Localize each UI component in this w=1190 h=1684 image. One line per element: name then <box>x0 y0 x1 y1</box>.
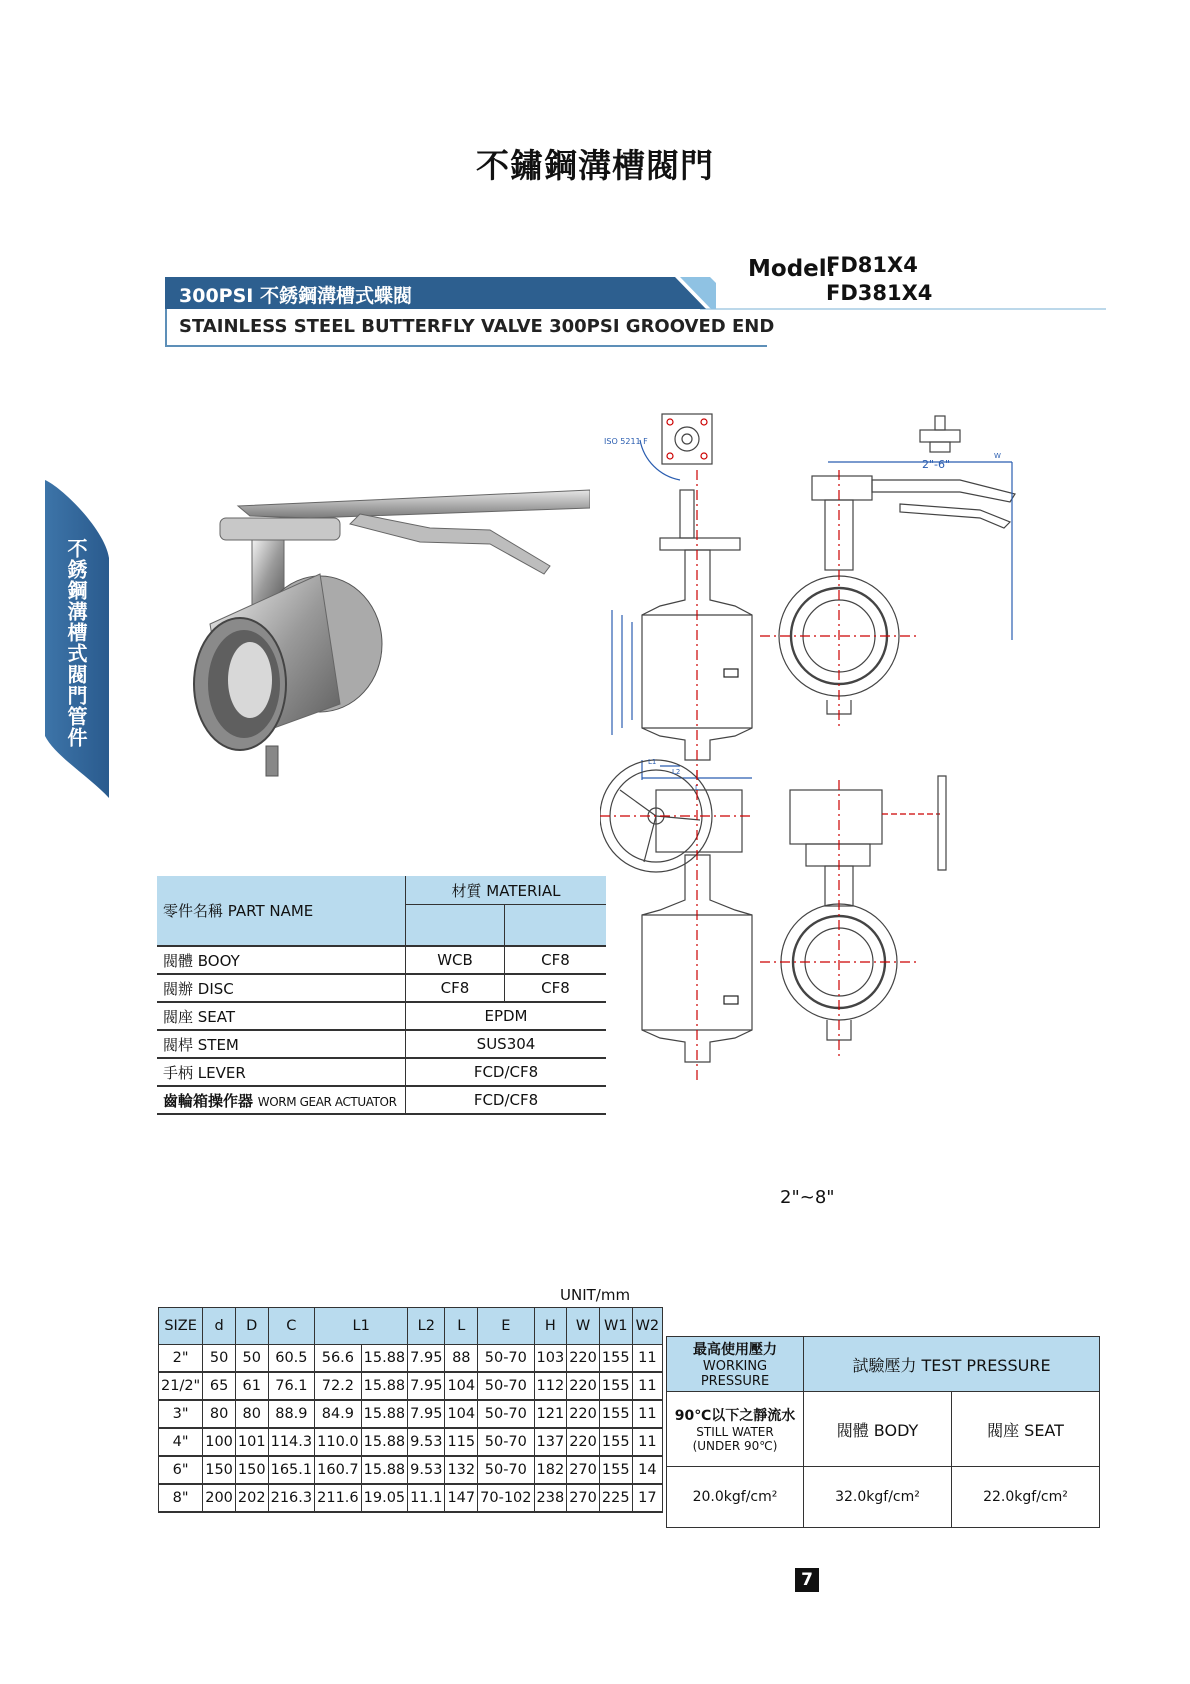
part-name: 手柄 LEVER <box>157 1058 406 1086</box>
page-number: 7 <box>795 1568 819 1592</box>
table-cell: 15.88 <box>361 1372 408 1400</box>
table-cell: 150 <box>203 1456 236 1484</box>
table-cell: 50-70 <box>478 1428 534 1456</box>
table-cell: 15.88 <box>361 1345 408 1373</box>
table-cell: 56.6 <box>315 1345 362 1373</box>
table-cell: 88.9 <box>268 1400 315 1428</box>
table-cell: 104 <box>445 1372 478 1400</box>
material-value: CF8 <box>406 974 505 1002</box>
header-W1: W1 <box>599 1308 632 1345</box>
table-cell: 101 <box>235 1428 268 1456</box>
table-cell: 104 <box>445 1400 478 1428</box>
banner-title: 300PSI 不銹鋼溝槽式蝶閥 <box>179 285 412 307</box>
table-cell: 9.53 <box>408 1456 445 1484</box>
page-title: 不鏽鋼溝槽閥門 <box>476 146 714 185</box>
table-cell: 7.95 <box>408 1372 445 1400</box>
table-cell: 100 <box>203 1428 236 1456</box>
table-row <box>159 1400 663 1428</box>
table-cell: 11 <box>632 1428 663 1456</box>
table-cell: 72.2 <box>315 1372 362 1400</box>
material-table <box>157 876 606 1115</box>
condition-en-1: STILL WATER <box>696 1425 774 1439</box>
working-en: WORKING PRESSURE <box>700 1359 770 1389</box>
table-cell: 220 <box>567 1345 600 1373</box>
drawing-size-top: 2"-6" <box>922 458 951 471</box>
working-cn: 最高使用壓力 <box>693 1342 777 1358</box>
table-cell: 7.95 <box>408 1345 445 1373</box>
unit-label: UNIT/mm <box>560 1286 631 1304</box>
part-name-en: WORM GEAR ACTUATOR <box>257 1094 397 1109</box>
table-cell: 270 <box>567 1456 600 1484</box>
table-cell: 211.6 <box>315 1484 362 1512</box>
header-H: H <box>534 1308 567 1345</box>
table-cell: 220 <box>567 1428 600 1456</box>
table-cell: 80 <box>203 1400 236 1428</box>
table-cell: 137 <box>534 1428 567 1456</box>
table-cell: 17 <box>632 1484 663 1512</box>
table-cell: 11.1 <box>408 1484 445 1512</box>
model-label: Model: <box>748 256 836 282</box>
table-cell: 61 <box>235 1372 268 1400</box>
header-d: d <box>203 1308 236 1345</box>
material-sub-2 <box>505 905 607 947</box>
title-banner <box>165 277 716 309</box>
seat-pressure-value: 22.0kgf/cm² <box>952 1467 1100 1528</box>
table-cell: 238 <box>534 1484 567 1512</box>
table-cell: 225 <box>599 1484 632 1512</box>
table-cell: 115 <box>445 1428 478 1456</box>
material-value: CF8 <box>505 946 607 974</box>
table-cell: 11 <box>632 1345 663 1373</box>
table-cell: 220 <box>567 1372 600 1400</box>
table-row <box>159 1484 663 1512</box>
header-L2: L2 <box>408 1308 445 1345</box>
table-row <box>159 1428 663 1456</box>
table-cell: 19.05 <box>361 1484 408 1512</box>
subtitle-text: STAINLESS STEEL BUTTERFLY VALVE 300PSI GROOVED END <box>179 316 775 337</box>
header-D: D <box>235 1308 268 1345</box>
part-name: 閥辦 DISC <box>157 974 406 1002</box>
table-cell: 200 <box>203 1484 236 1512</box>
table-cell: 110.0 <box>315 1428 362 1456</box>
material-row <box>157 1086 606 1114</box>
table-row <box>159 1372 663 1400</box>
table-cell: 50-70 <box>478 1456 534 1484</box>
table-cell: 70-102 <box>478 1484 534 1512</box>
l2-label: L2 <box>672 768 681 776</box>
side-tab <box>43 480 111 798</box>
table-cell: 6" <box>159 1456 203 1484</box>
table-cell: 9.53 <box>408 1428 445 1456</box>
part-name-cn: 齒輪箱操作器 <box>163 1091 254 1110</box>
body-pressure-value: 32.0kgf/cm² <box>804 1467 952 1528</box>
table-cell: 132 <box>445 1456 478 1484</box>
table-cell: 155 <box>599 1345 632 1373</box>
header-W: W <box>567 1308 600 1345</box>
part-name: 閥桿 STEM <box>157 1030 406 1058</box>
part-name: 閥座 SEAT <box>157 1002 406 1030</box>
dimension-header-row <box>159 1308 663 1345</box>
table-cell: 76.1 <box>268 1372 315 1400</box>
table-cell: 80 <box>235 1400 268 1428</box>
body-label: 閥體 BODY <box>804 1392 952 1467</box>
table-cell: 15.88 <box>361 1456 408 1484</box>
l-label: L <box>695 784 699 792</box>
header-W2: W2 <box>632 1308 663 1345</box>
table-cell: 160.7 <box>315 1456 362 1484</box>
table-cell: 11 <box>632 1372 663 1400</box>
table-cell: 270 <box>567 1484 600 1512</box>
l1-label: L1 <box>648 758 657 766</box>
table-row <box>159 1345 663 1373</box>
table-cell: 7.95 <box>408 1400 445 1428</box>
material-row <box>157 1002 606 1030</box>
table-cell: 155 <box>599 1372 632 1400</box>
material-sub-1 <box>406 905 505 947</box>
header-size: SIZE <box>159 1308 203 1345</box>
table-cell: 165.1 <box>268 1456 315 1484</box>
table-cell: 60.5 <box>268 1345 315 1373</box>
material-value: CF8 <box>505 974 607 1002</box>
iso-label: ISO 5211 F <box>604 437 648 446</box>
pressure-table <box>666 1336 1100 1528</box>
table-row <box>159 1456 663 1484</box>
part-name <box>157 1086 406 1114</box>
table-cell: 8" <box>159 1484 203 1512</box>
table-cell: 50 <box>203 1345 236 1373</box>
table-cell: 50-70 <box>478 1345 534 1373</box>
model-code-2: FD381X4 <box>826 281 933 305</box>
material-row <box>157 974 606 1002</box>
table-cell: 216.3 <box>268 1484 315 1512</box>
header-C: C <box>268 1308 315 1345</box>
test-pressure-header: 試驗壓力 TEST PRESSURE <box>804 1337 1100 1392</box>
table-cell: 88 <box>445 1345 478 1373</box>
table-cell: 3" <box>159 1400 203 1428</box>
material-row <box>157 946 606 974</box>
material-value: WCB <box>406 946 505 974</box>
table-cell: 50 <box>235 1345 268 1373</box>
table-cell: 21/2" <box>159 1372 203 1400</box>
part-name-header: 零件名稱 PART NAME <box>157 876 406 946</box>
material-value: EPDM <box>406 1002 607 1030</box>
table-cell: 84.9 <box>315 1400 362 1428</box>
w-label: W <box>994 452 1001 460</box>
condition-en-2: (UNDER 90℃) <box>692 1439 778 1453</box>
technical-drawings <box>600 410 1100 1130</box>
material-header: 材質 MATERIAL <box>406 876 607 905</box>
table-cell: 4" <box>159 1428 203 1456</box>
table-cell: 15.88 <box>361 1400 408 1428</box>
table-cell: 147 <box>445 1484 478 1512</box>
table-cell: 202 <box>235 1484 268 1512</box>
dimension-body <box>159 1345 663 1513</box>
table-cell: 50-70 <box>478 1372 534 1400</box>
table-cell: 2" <box>159 1345 203 1373</box>
dimension-table <box>158 1307 663 1513</box>
table-cell: 15.88 <box>361 1428 408 1456</box>
table-cell: 155 <box>599 1400 632 1428</box>
condition-cell <box>667 1392 804 1467</box>
material-value: FCD/CF8 <box>406 1058 607 1086</box>
table-cell: 11 <box>632 1400 663 1428</box>
table-cell: 114.3 <box>268 1428 315 1456</box>
material-value: FCD/CF8 <box>406 1086 607 1114</box>
working-pressure-value: 20.0kgf/cm² <box>667 1467 804 1528</box>
table-cell: 112 <box>534 1372 567 1400</box>
table-cell: 50-70 <box>478 1400 534 1428</box>
table-cell: 155 <box>599 1456 632 1484</box>
header-E: E <box>478 1308 534 1345</box>
table-cell: 14 <box>632 1456 663 1484</box>
seat-label: 閥座 SEAT <box>952 1392 1100 1467</box>
working-pressure-header <box>667 1337 804 1392</box>
subtitle-box <box>165 309 775 347</box>
table-cell: 155 <box>599 1428 632 1456</box>
table-cell: 65 <box>203 1372 236 1400</box>
table-cell: 121 <box>534 1400 567 1428</box>
table-cell: 182 <box>534 1456 567 1484</box>
size-range-caption: 2"~8" <box>780 1187 835 1208</box>
header-L: L <box>445 1308 478 1345</box>
valve-photo <box>190 484 590 790</box>
table-cell: 103 <box>534 1345 567 1373</box>
model-code-1: FD81X4 <box>826 253 918 277</box>
table-cell: 150 <box>235 1456 268 1484</box>
material-row <box>157 1030 606 1058</box>
header-L1: L1 <box>315 1308 408 1345</box>
part-name: 閥體 BOOY <box>157 946 406 974</box>
material-value: SUS304 <box>406 1030 607 1058</box>
material-row <box>157 1058 606 1086</box>
side-tab-label: 不銹鋼溝槽式閥門管件 <box>64 538 88 748</box>
table-cell: 220 <box>567 1400 600 1428</box>
condition-cn: 90℃以下之靜流水 <box>674 1408 796 1424</box>
